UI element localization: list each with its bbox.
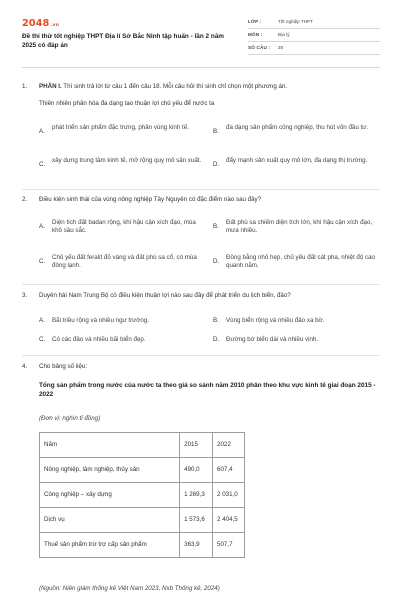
meta-row-class xyxy=(248,16,380,29)
meta-key: LỚP : xyxy=(248,19,262,24)
question-separator xyxy=(22,284,380,285)
table-row xyxy=(40,458,245,483)
question-number: 2. xyxy=(22,196,28,203)
option-letter: A. xyxy=(39,317,45,324)
table-cell: Nông nghiệp, lâm nghiệp, thủy sản xyxy=(40,458,180,483)
option-text: Diện tích đất badan rộng, khí hậu cận xích đạo, mùa khô sâu sắc. xyxy=(52,219,196,235)
question-4 xyxy=(22,363,380,375)
option-text: Đường bờ biển dài và nhiều vịnh. xyxy=(226,336,319,343)
option-text: Bãi triều rộng và nhiều ngư trường. xyxy=(52,317,149,324)
logo-text: 2048 xyxy=(22,18,50,29)
option-text: Chủ yếu đất feralit đỏ vàng và đất phù sa cổ, có mùa đông lạnh. xyxy=(52,254,197,270)
table-title: Tổng sản phẩm trong nước của nước ta theo giá so sánh năm 2010 phân theo khu vực kinh tế giai đoạn 2015 - 2022 xyxy=(39,382,376,399)
option-text: Đồng bằng nhỏ hẹp, chủ yếu đất cát pha, nhiệt độ cao quanh năm. xyxy=(226,254,375,270)
option-letter: A. xyxy=(39,128,45,135)
option-text: xây dựng trung tâm kinh tế, mở rộng quy mô sản xuất. xyxy=(52,157,202,164)
question-separator xyxy=(22,189,380,190)
option-text: Vùng biển rộng và nhiều đảo xa bờ. xyxy=(226,317,325,324)
meta-row-count xyxy=(248,42,380,55)
question-number: 3. xyxy=(22,292,28,299)
option-text: Có các đảo và nhiều bãi biển đẹp. xyxy=(52,336,146,343)
exam-header xyxy=(22,16,380,60)
table-row xyxy=(40,483,245,508)
question-instruction xyxy=(39,83,379,91)
question-number: 4. xyxy=(22,363,28,370)
data-table xyxy=(39,432,245,558)
question-text: Điều kiện sinh thái của vùng nông nghiệp Tây Nguyên có đặc điểm nào sau đây? xyxy=(39,196,262,203)
option-letter: D. xyxy=(213,258,220,265)
logo-suffix: .vn xyxy=(50,23,60,28)
table-unit: (Đơn vị: nghìn tỉ đồng) xyxy=(39,415,101,422)
table-header-row xyxy=(40,433,245,458)
table-cell: 363,9 xyxy=(180,533,213,558)
meta-value: Tốt nghiệp THPT xyxy=(278,19,313,24)
question-number: 1. xyxy=(22,83,28,90)
option-text: phát triển sản phẩm đặc trưng, phân vùng kinh tế. xyxy=(52,124,189,131)
question-3 xyxy=(22,292,380,347)
question-2 xyxy=(22,196,380,282)
question-separator xyxy=(22,355,380,356)
table-header-cell: 2022 xyxy=(213,433,245,458)
table-row xyxy=(40,508,245,533)
question-text: Cho bảng số liệu: xyxy=(39,363,88,370)
table-cell: 490,0 xyxy=(180,458,213,483)
table-cell: Thuế sản phẩm trừ trợ cấp sản phẩm xyxy=(40,533,180,558)
table-cell: 607,4 xyxy=(213,458,245,483)
table-source: (Nguồn: Niên giám thống kê Việt Nam 2023, Nxb Thống kê, 2024) xyxy=(39,585,220,592)
table-cell: 1 573,6 xyxy=(180,508,213,533)
meta-key: SỐ CÂU : xyxy=(248,45,271,50)
table-cell: Công nghiệp – xây dựng xyxy=(40,483,180,508)
exam-meta xyxy=(248,16,380,55)
option-letter: A. xyxy=(39,223,45,230)
header-divider xyxy=(22,67,380,68)
table-cell: 1 269,3 xyxy=(180,483,213,508)
option-letter: C. xyxy=(39,258,46,265)
table-header-cell: 2015 xyxy=(180,433,213,458)
option-letter: C. xyxy=(39,336,46,343)
option-letter: B. xyxy=(213,223,219,230)
option-letter: B. xyxy=(213,128,219,135)
table-header-cell: Năm xyxy=(40,433,180,458)
option-text: Đất phù sa chiếm diện tích lớn, khí hậu cận xích đạo, mưa nhiều. xyxy=(226,219,373,235)
table-cell: 2 031,0 xyxy=(213,483,245,508)
option-letter: D. xyxy=(213,161,220,168)
meta-key: MÔN : xyxy=(248,32,263,37)
option-text: đa dạng sản phẩm công nghiệp, thu hút vốn đầu tư. xyxy=(226,124,369,131)
table-cell: 507,7 xyxy=(213,533,245,558)
meta-value: Địa lý xyxy=(278,32,290,37)
option-letter: D. xyxy=(213,336,220,343)
part-label: PHẦN I. xyxy=(39,83,62,90)
table-cell: Dịch vụ xyxy=(40,508,180,533)
table-cell: 2 404,5 xyxy=(213,508,245,533)
exam-title: Đề thi thử tốt nghiệp THPT Địa lí Sở Bắc Ninh tập huấn - lần 2 năm 2025 có đáp án xyxy=(22,33,224,49)
instruction-text: Thí sinh trả lời từ câu 1 đến câu 18. Mỗi câu hỏi thí sinh chỉ chọn một phương án. xyxy=(61,83,288,90)
meta-row-subject xyxy=(248,29,380,42)
question-1 xyxy=(22,83,380,188)
meta-value: 28 xyxy=(278,45,284,50)
question-text: Duyên hải Nam Trung Bộ có điều kiện thuận lợi nào sau đây để phát triển du lịch biển, đảo? xyxy=(39,292,291,299)
option-letter: C. xyxy=(39,161,46,168)
option-text: đẩy mạnh sản xuất quy mô lớn, đa dạng thị trường. xyxy=(226,157,368,164)
site-logo[interactable] xyxy=(22,18,59,31)
question-stem: Thiên nhiên phân hóa đa dạng tạo thuận lợi chủ yếu để nước ta xyxy=(39,100,215,107)
table-row xyxy=(40,533,245,558)
option-letter: B. xyxy=(213,317,219,324)
